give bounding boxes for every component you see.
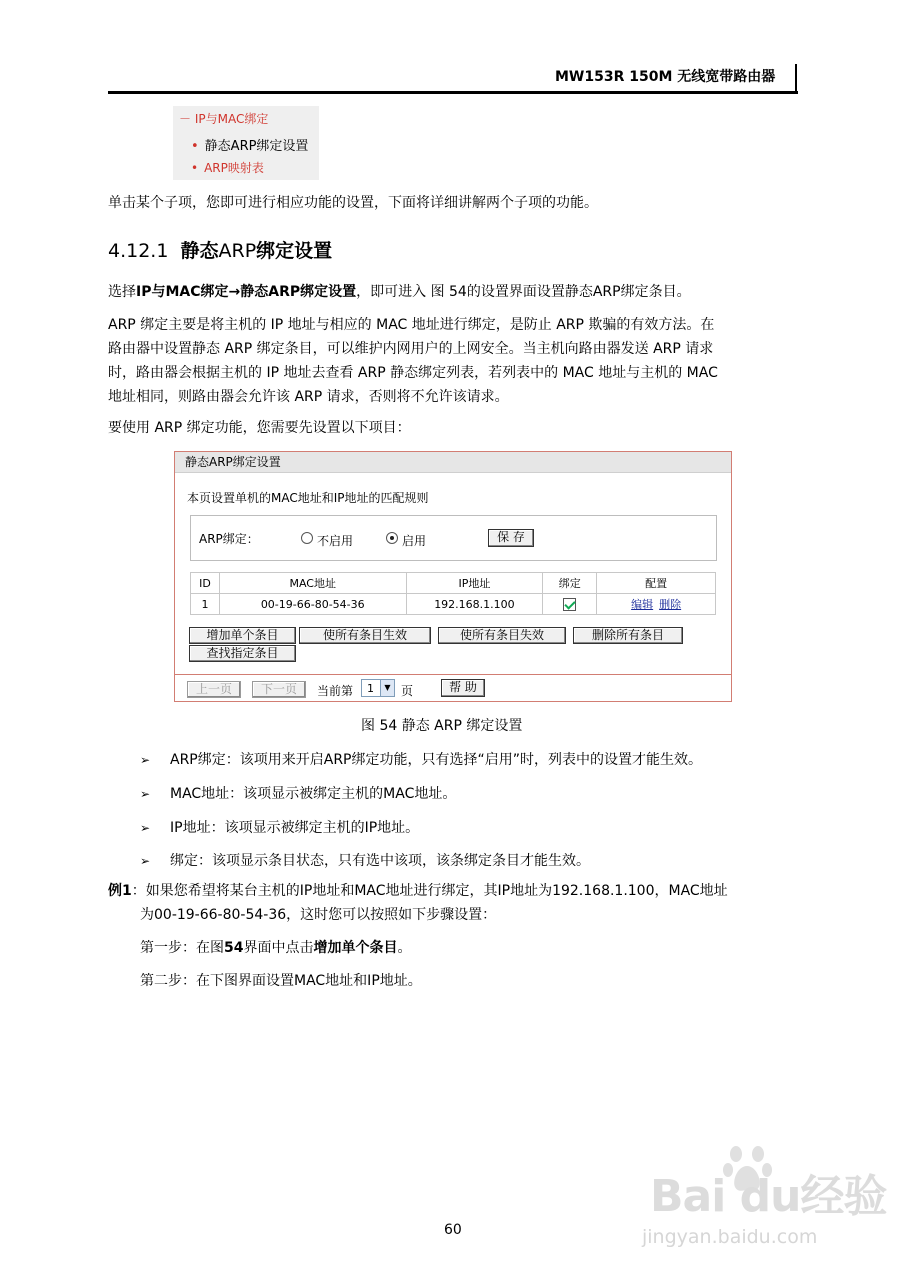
cell-id: 1 (191, 594, 220, 615)
arrow-bullet-icon: ➢ (140, 787, 151, 801)
help-button[interactable]: 帮 助 (441, 679, 485, 697)
bullet-item: ➢ MAC地址：该项显示被绑定主机的MAC地址。 (140, 786, 457, 802)
col-id: ID (191, 573, 220, 594)
prev-page-button[interactable]: 上一页 (187, 681, 241, 698)
step-2: 第二步：在下图界面设置MAC地址和IP地址。 (140, 973, 422, 989)
col-ip: IP地址 (406, 573, 543, 594)
find-entry-button[interactable]: 查找指定条目 (189, 645, 296, 662)
current-page-label: 当前第 (317, 684, 354, 698)
chevron-down-icon: ▼ (380, 680, 394, 696)
radio-disable[interactable] (301, 532, 313, 544)
static-arp-panel (174, 451, 732, 702)
watermark-url: jingyan.baidu.com (642, 1226, 818, 1248)
enable-all-button[interactable]: 使所有条目生效 (299, 627, 431, 644)
paragraph-line-1: ARP 绑定主要是将主机的 IP 地址与相应的 MAC 地址进行绑定，是防止 ARP 欺骗的有效方法。在 (108, 317, 715, 333)
add-entry-button[interactable]: 增加单个条目 (189, 627, 296, 644)
paragraph-prereq: 要使用 ARP 绑定功能，您需要先设置以下项目： (108, 420, 411, 436)
radio-enable-label: 启用 (402, 534, 427, 548)
radio-enable[interactable] (386, 532, 398, 544)
figure-caption: 图 54 静态 ARP 绑定设置 (361, 718, 523, 734)
table-row (191, 594, 716, 615)
step-1: 第一步：在图54界面中点击增加单个条目。 (140, 940, 412, 956)
menu-item-static-arp: • 静态ARP绑定设置 (191, 139, 309, 154)
arrow-bullet-icon: ➢ (140, 753, 151, 767)
delete-link[interactable]: 删除 (659, 598, 682, 611)
menu-group-ip-mac: － IP与MAC绑定 (179, 112, 269, 126)
col-config: 配置 (597, 573, 716, 594)
disable-all-button[interactable]: 使所有条目失效 (438, 627, 566, 644)
cell-mac: 00-19-66-80-54-36 (219, 594, 406, 615)
panel-note: 本页设置单机的MAC地址和IP地址的匹配规则 (187, 491, 429, 505)
intro-paragraph: 单击某个子项，您即可进行相应功能的设置，下面将详细讲解两个子项的功能。 (108, 195, 598, 211)
document-header-title: MW153R 150M 无线宽带路由器 (553, 64, 797, 91)
radio-disable-label: 不启用 (317, 534, 354, 548)
paragraph-line-2: 路由器中设置静态 ARP 绑定条目，可以维护内网用户的上网安全。当主机向路由器发送 ARP 请求 (108, 341, 714, 357)
paragraph-line-4: 地址相同，则路由器会允许该 ARP 请求，否则将不允许该请求。 (108, 389, 509, 405)
bullet-item: ➢ 绑定：该项显示条目状态，只有选中该项，该条绑定条目才能生效。 (140, 853, 590, 869)
arp-table (190, 572, 716, 615)
next-page-button[interactable]: 下一页 (252, 681, 306, 698)
page-select[interactable]: 1 ▼ (361, 679, 395, 697)
bullet-icon: • (191, 139, 199, 154)
paragraph-line-3: 时，路由器会根据主机的 IP 地址去查看 ARP 静态绑定列表，若列表中的 MAC 地址与主机的 MAC (108, 365, 718, 381)
table-header-row (191, 573, 716, 594)
save-button[interactable]: 保 存 (488, 529, 534, 547)
cell-bound (543, 594, 597, 615)
col-mac: MAC地址 (219, 573, 406, 594)
page-number: 60 (444, 1222, 462, 1238)
paragraph-navigation: 选择IP与MAC绑定→静态ARP绑定设置，即可进入 图 54的设置界面设置静态ARP绑定条目。 (108, 284, 691, 300)
page-unit-label: 页 (401, 684, 414, 698)
example-line-2: 为00-19-66-80-54-36，这时您可以按照如下步骤设置： (140, 907, 497, 923)
arp-binding-label: ARP绑定： (199, 532, 259, 546)
cell-config (597, 594, 716, 615)
example-line-1: 例1：如果您希望将某台主机的IP地址和MAC地址进行绑定，其IP地址为192.168.1.100，MAC地址 (108, 883, 728, 899)
panel-divider (175, 674, 731, 675)
panel-title: 静态ARP绑定设置 (175, 452, 731, 473)
menu-item-arp-table: • ARP映射表 (191, 161, 264, 175)
bullet-icon: • (191, 161, 199, 175)
arp-binding-fieldset (190, 515, 717, 561)
header-rule (108, 91, 798, 94)
watermark-brand: Bai du经验 (650, 1171, 887, 1222)
col-bound: 绑定 (543, 573, 597, 594)
section-heading: 4.12.1 静态ARP绑定设置 (108, 240, 333, 262)
arrow-bullet-icon: ➢ (140, 821, 151, 835)
bullet-item: ➢ IP地址：该项显示被绑定主机的IP地址。 (140, 820, 420, 836)
delete-all-button[interactable]: 删除所有条目 (573, 627, 683, 644)
menu-screenshot (173, 106, 319, 180)
bound-checkbox[interactable] (563, 598, 576, 611)
arrow-bullet-icon: ➢ (140, 854, 151, 868)
bullet-item: ➢ ARP绑定：该项用来开启ARP绑定功能，只有选择“启用”时，列表中的设置才能生效。 (140, 752, 702, 768)
edit-link[interactable]: 编辑 (631, 598, 654, 611)
cell-ip: 192.168.1.100 (406, 594, 543, 615)
baidu-watermark (640, 1140, 887, 1270)
